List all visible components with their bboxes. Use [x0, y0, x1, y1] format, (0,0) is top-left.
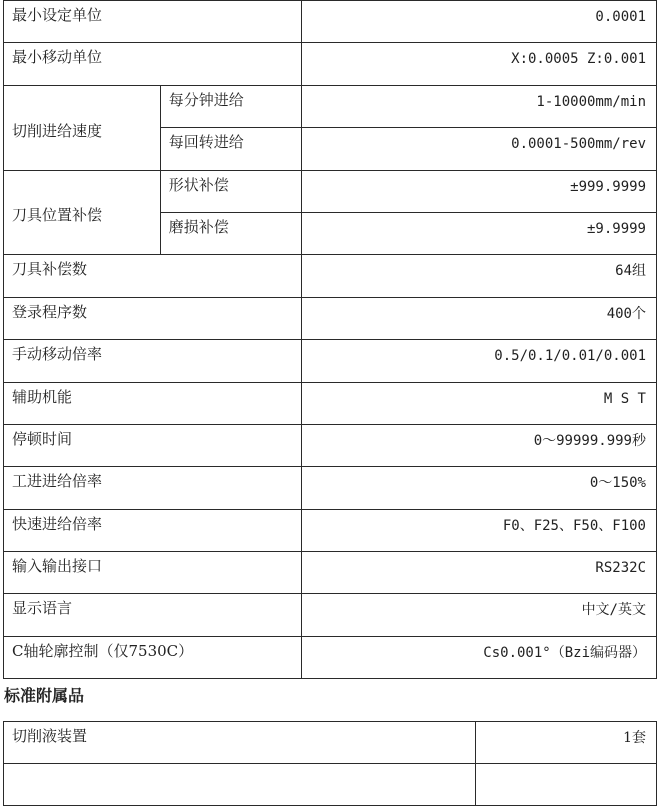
row-label: 刀具补偿数: [4, 255, 302, 297]
row-value: F0、F25、F50、F100: [302, 509, 657, 551]
table-row: [4, 594, 657, 636]
group-label-feed-speed: 切削进给速度: [4, 85, 161, 170]
table-row: [4, 636, 657, 678]
row-value: 400个: [302, 297, 657, 339]
row-value: 64组: [302, 255, 657, 297]
table-row: [4, 552, 657, 594]
row-label: 手动移动倍率: [4, 340, 302, 382]
row-value: RS232C: [302, 552, 657, 594]
table-row: [4, 382, 657, 424]
table-row: [4, 764, 657, 806]
table-row: [4, 85, 657, 127]
row-value: Cs0.001°（Bzi编码器）: [302, 636, 657, 678]
row-value: 1套: [476, 722, 657, 764]
row-label: 最小移动单位: [4, 43, 302, 85]
table-row: [4, 255, 657, 297]
row-label: C轴轮廓控制（仅7530C）: [4, 636, 302, 678]
row-value: M S T: [302, 382, 657, 424]
table-row: [4, 170, 657, 212]
row-label: 最小设定单位: [4, 1, 302, 43]
row-value: ±9.9999: [302, 212, 657, 254]
table-row: [4, 43, 657, 85]
spec-table: [3, 0, 657, 679]
accessory-table: [3, 721, 657, 806]
row-value: 0～99999.999秒: [302, 424, 657, 466]
row-value: X:0.0005 Z:0.001: [302, 43, 657, 85]
row-value: 0.0001: [302, 1, 657, 43]
row-label: [4, 764, 476, 806]
row-label: 输入输出接口: [4, 552, 302, 594]
row-value: [476, 764, 657, 806]
sub-label: 形状补偿: [160, 170, 302, 212]
row-value: 0.0001-500mm/rev: [302, 128, 657, 170]
table-row: [4, 424, 657, 466]
row-label: 辅助机能: [4, 382, 302, 424]
sub-label: 每分钟进给: [160, 85, 302, 127]
table-row: [4, 722, 657, 764]
row-label: 工进进给倍率: [4, 467, 302, 509]
row-label: 快速进给倍率: [4, 509, 302, 551]
row-label: 显示语言: [4, 594, 302, 636]
table-row: [4, 297, 657, 339]
group-label-tool-offset: 刀具位置补偿: [4, 170, 161, 255]
row-label: 停顿时间: [4, 424, 302, 466]
table-row: [4, 340, 657, 382]
row-value: 0～150%: [302, 467, 657, 509]
table-row: [4, 467, 657, 509]
row-label: 登录程序数: [4, 297, 302, 339]
sub-label: 每回转进给: [160, 128, 302, 170]
table-row: [4, 1, 657, 43]
row-value: 1-10000mm/min: [302, 85, 657, 127]
table-row: [4, 509, 657, 551]
section-heading-accessories: 标准附属品: [4, 686, 85, 705]
row-value: ±999.9999: [302, 170, 657, 212]
sub-label: 磨损补偿: [160, 212, 302, 254]
row-value: 0.5/0.1/0.01/0.001: [302, 340, 657, 382]
row-value: 中文/英文: [302, 594, 657, 636]
row-label: 切削液装置: [4, 722, 476, 764]
